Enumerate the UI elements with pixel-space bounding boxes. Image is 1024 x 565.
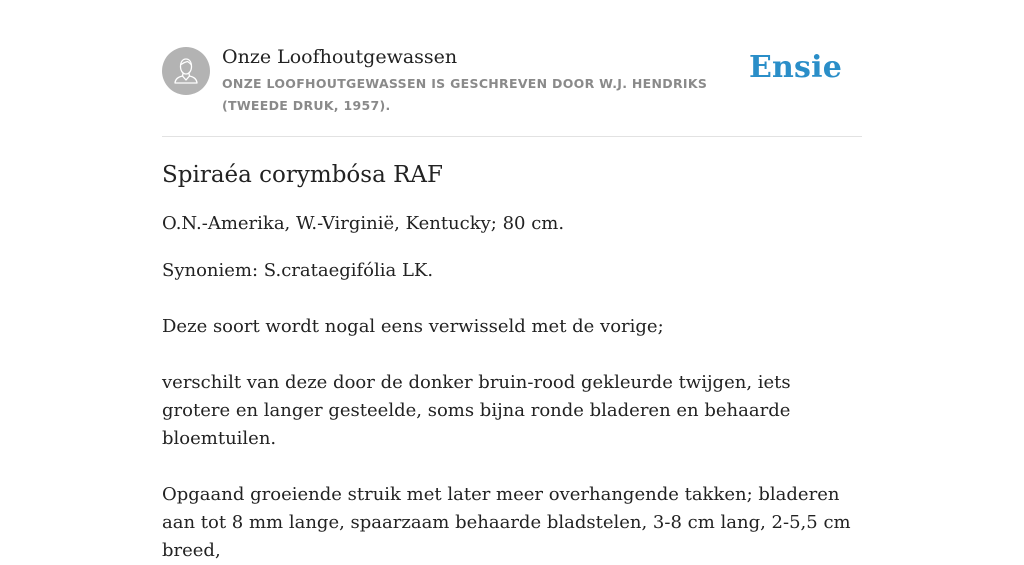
ensie-logo-link[interactable]: Ensie: [748, 50, 842, 85]
article-title: Spiraéa corymbósa RAF: [162, 162, 443, 188]
document-header: [162, 44, 862, 137]
article-content: [162, 158, 862, 565]
author-avatar[interactable]: [162, 47, 210, 95]
article-paragraph: verschilt van deze door de donker bruin-rood gekleurde twijgen, iets grotere en langer gesteelde, soms bijna ronde bladeren en behaarde bloemtuilen.: [162, 372, 791, 449]
book-subtitle: ONZE LOOFHOUTGEWASSEN IS GESCHREVEN DOOR W.J. HENDRIKS (TWEEDE DRUK, 1957).: [222, 76, 708, 113]
article-paragraph: Opgaand groeiende struik met later meer overhangende takken; bladeren aan tot 8 mm lange, spaarzaam behaarde bladstelen, 3-8 cm lang, 2-5,5 cm breed,: [162, 484, 851, 561]
book-title[interactable]: Onze Loofhoutgewassen: [222, 46, 458, 68]
article-paragraph: O.N.-Amerika, W.-Virginië, Kentucky; 80 cm.: [162, 213, 565, 234]
user-silhouette-icon: [162, 47, 210, 95]
article-paragraph: Synoniem: S.crataegifólia LK.: [162, 260, 434, 281]
article-paragraph: Deze soort wordt nogal eens verwisseld met de vorige;: [162, 316, 664, 337]
